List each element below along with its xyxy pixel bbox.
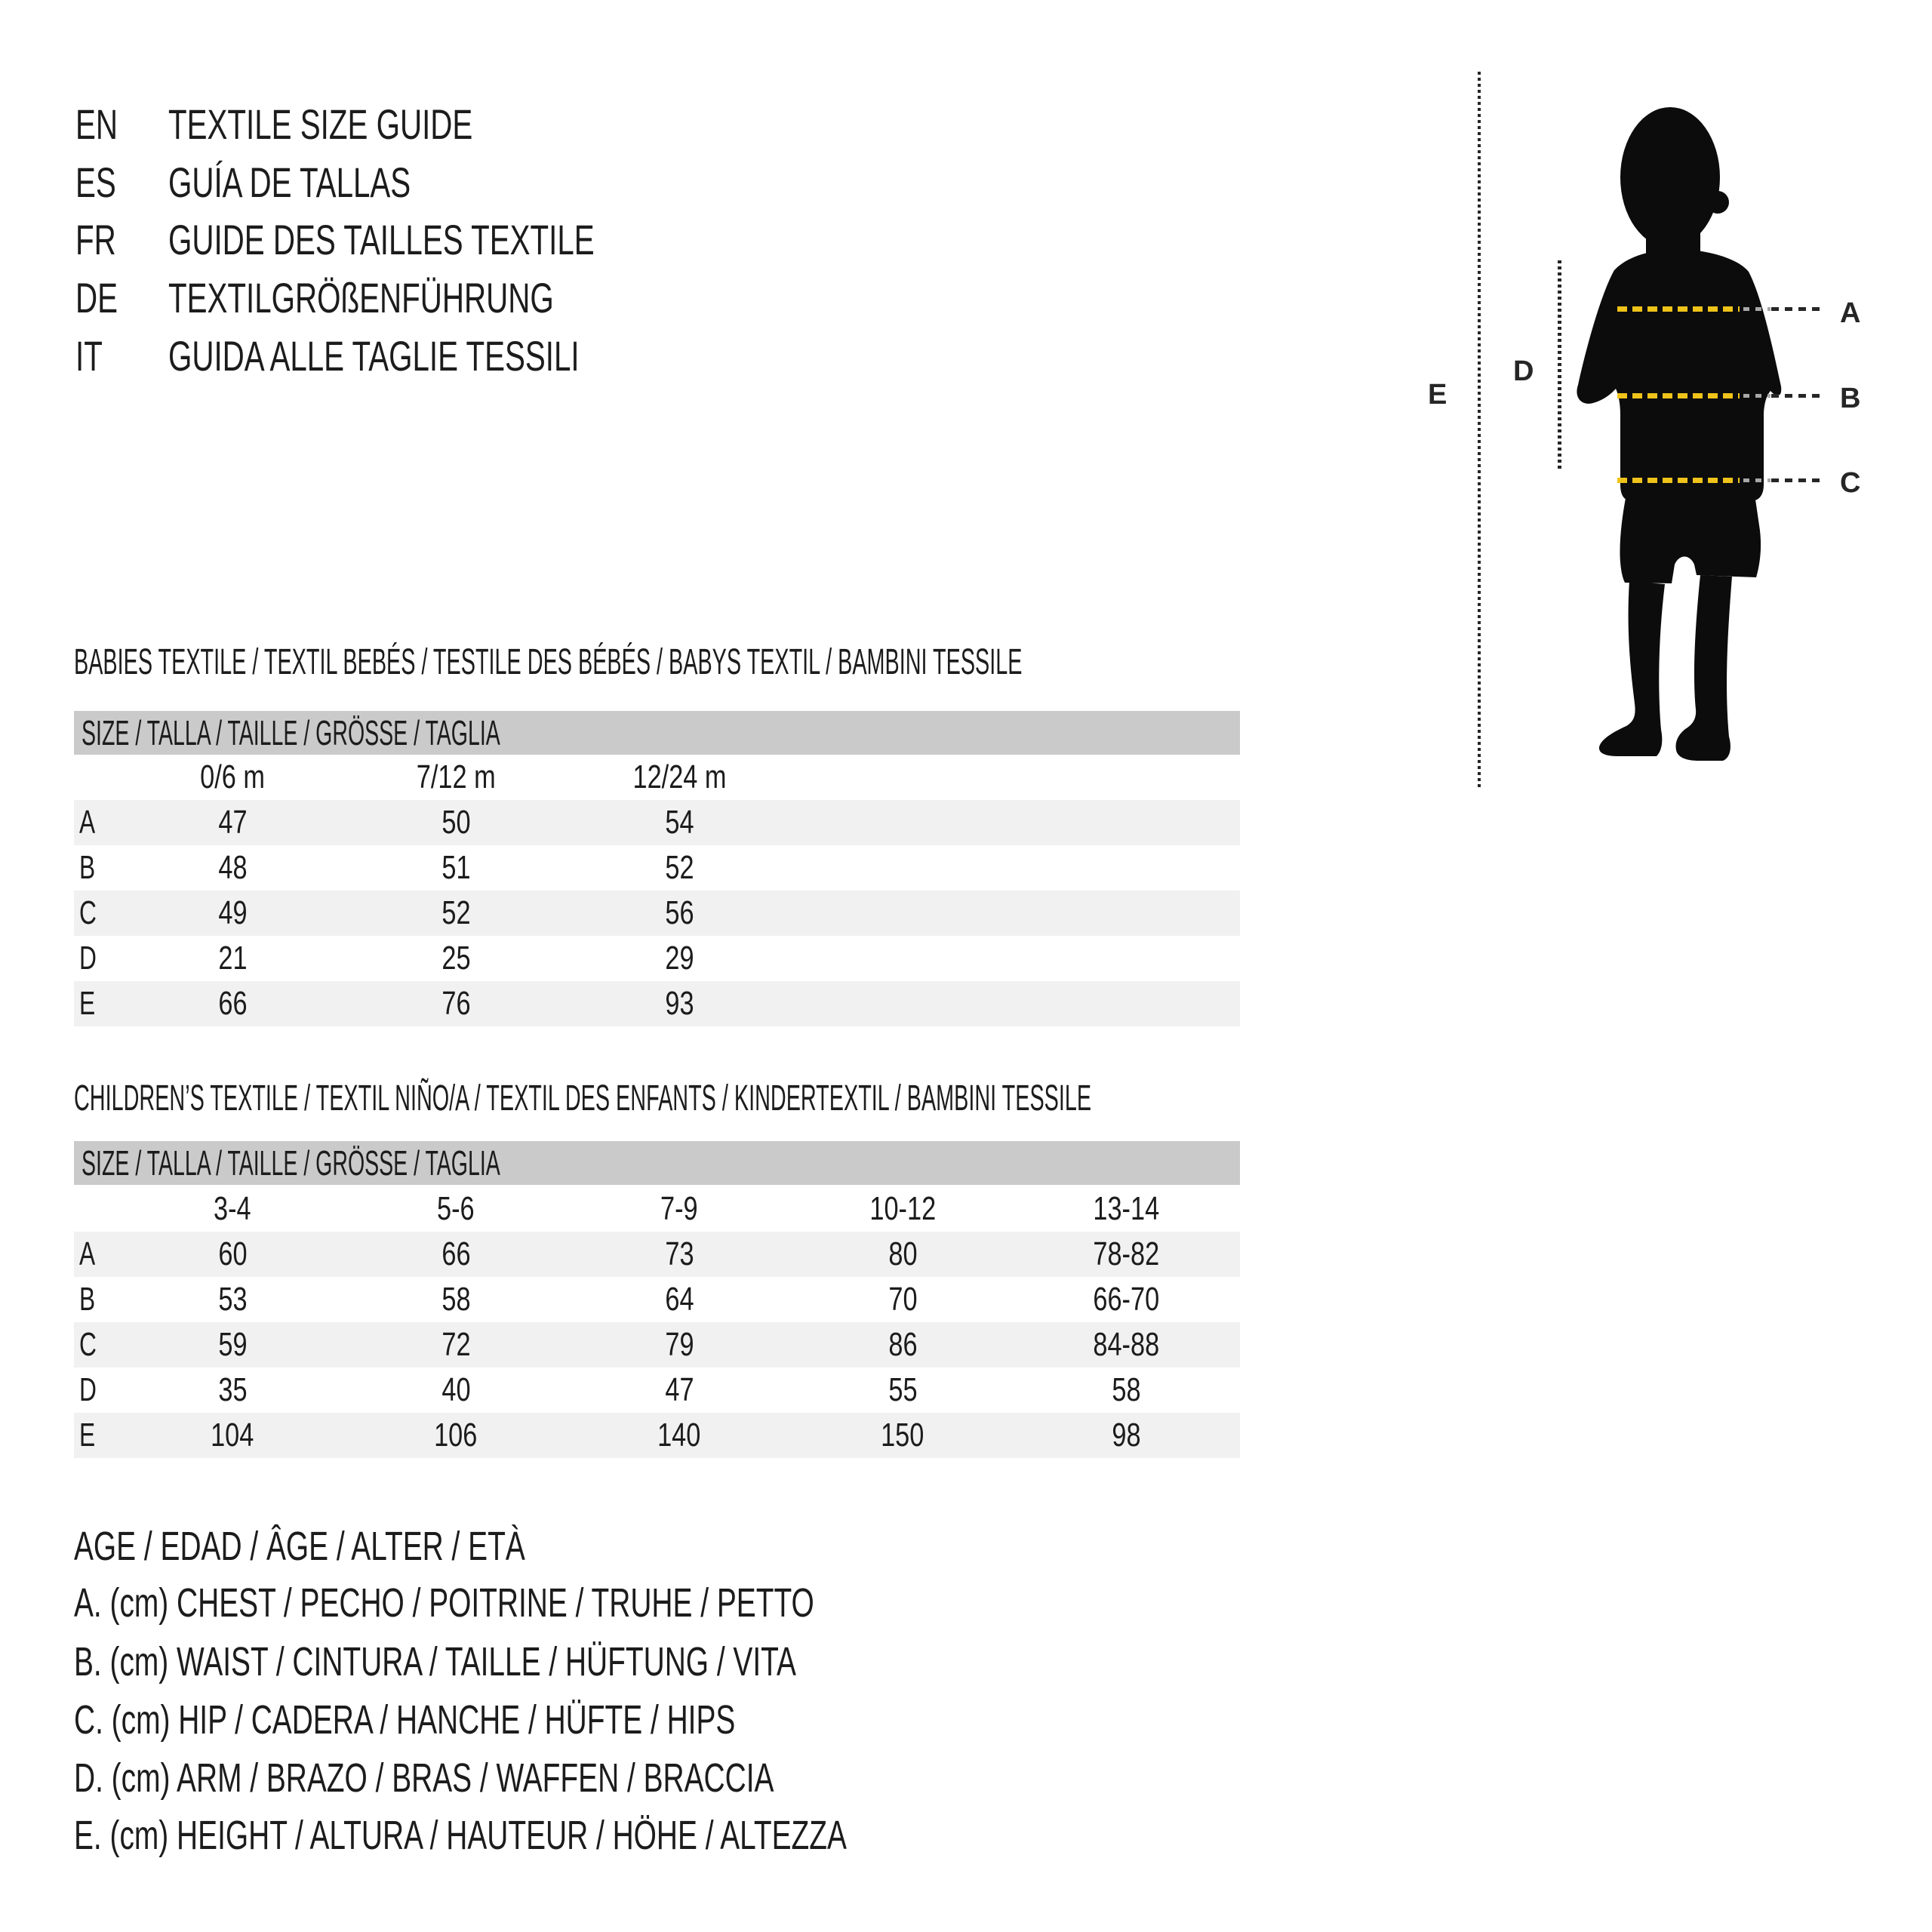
legend-age: AGE / EDAD / ÂGE / ALTER / ETÀ [74, 1524, 525, 1569]
table-cell: 79 [664, 1326, 694, 1363]
column-header: 10-12 [869, 1190, 936, 1227]
label-e: E [1428, 379, 1447, 411]
column-header: 7/12 m [416, 758, 496, 795]
waist-yellow-dashes [1617, 393, 1740, 398]
table-cell: 21 [217, 940, 248, 977]
label-d: D [1513, 355, 1534, 387]
lang-code: EN [75, 100, 118, 148]
table-cell: 150 [881, 1417, 924, 1454]
table-cell: 78-82 [1093, 1235, 1159, 1272]
table-cell: 25 [441, 940, 471, 977]
table-cell: 52 [441, 894, 471, 931]
table-row [74, 1413, 1240, 1458]
legend-hip: C. (cm) HIP / CADERA / HANCHE / HÜFTE / HIPS [74, 1697, 736, 1743]
table-row [74, 936, 1240, 981]
table-cell: 51 [441, 849, 471, 886]
table-cell: 29 [664, 940, 694, 977]
legend-chest: A. (cm) CHEST / PECHO / POITRINE / TRUHE / PETTO [74, 1580, 814, 1626]
chest-yellow-dashes [1617, 306, 1740, 312]
table-row [74, 891, 1240, 936]
row-label: B [79, 849, 96, 886]
table-cell: 55 [888, 1371, 918, 1408]
chest-measure-line [1617, 306, 1823, 312]
table-cell: 104 [211, 1417, 254, 1454]
babies-column-header-row [74, 755, 1240, 800]
table-cell: 76 [441, 985, 471, 1022]
lang-code: DE [75, 274, 118, 321]
lang-code: FR [75, 216, 116, 263]
lang-title: TEXTILE SIZE GUIDE [168, 100, 473, 148]
table-cell: 56 [664, 894, 694, 931]
hip-yellow-dashes [1617, 478, 1740, 483]
row-label: E [79, 985, 96, 1022]
children-heading: CHILDREN’S TEXTILE / TEXTIL NIÑO/A / TEXTIL DES ENFANTS / KINDERTEXTIL / BAMBINI TESSILE [74, 1078, 1092, 1118]
column-header: 12/24 m [632, 758, 726, 795]
table-cell: 58 [1111, 1371, 1141, 1408]
row-label: C [79, 1326, 97, 1363]
table-cell: 66 [217, 985, 248, 1022]
table-cell: 58 [441, 1281, 471, 1318]
table-cell: 52 [664, 849, 694, 886]
table-cell: 106 [434, 1417, 478, 1454]
table-row [74, 1322, 1240, 1367]
table-row [74, 1277, 1240, 1322]
table-cell: 47 [664, 1371, 694, 1408]
table-cell: 98 [1111, 1417, 1141, 1454]
table-cell: 73 [664, 1235, 694, 1272]
legend-height: E. (cm) HEIGHT / ALTURA / HAUTEUR / HÖHE / ALTEZZA [74, 1813, 847, 1858]
label-b: B [1840, 383, 1861, 414]
label-c: C [1840, 467, 1861, 499]
table-cell: 140 [657, 1417, 701, 1454]
column-header: 3-4 [214, 1190, 251, 1227]
table-cell: 70 [888, 1281, 918, 1318]
row-label: B [79, 1281, 96, 1318]
table-cell: 54 [664, 804, 694, 841]
column-header: 13-14 [1093, 1190, 1159, 1227]
arm-measure-dotted-line [1558, 260, 1561, 472]
table-cell: 66-70 [1093, 1281, 1159, 1318]
waist-grey-dashes [1743, 394, 1770, 398]
table-cell: 47 [217, 804, 248, 841]
table-cell: 66 [441, 1235, 471, 1272]
lang-title: GUIDA ALLE TAGLIE TESSILI [168, 332, 580, 380]
lang-code: IT [75, 332, 103, 380]
table-cell: 50 [441, 804, 471, 841]
table-cell: 80 [888, 1235, 918, 1272]
row-label: D [79, 1371, 97, 1408]
table-row [74, 981, 1240, 1026]
table-cell: 53 [217, 1281, 248, 1318]
table-row [74, 800, 1240, 845]
hip-measure-line [1617, 478, 1823, 483]
hip-black-dashes [1771, 478, 1823, 482]
table-row [74, 1367, 1240, 1413]
table-cell: 60 [217, 1235, 248, 1272]
row-label: A [79, 804, 96, 841]
hip-grey-dashes [1743, 478, 1770, 482]
lang-title: GUIDE DES TAILLES TEXTILE [168, 216, 595, 263]
lang-title: GUÍA DE TALLAS [168, 158, 411, 206]
table-cell: 59 [217, 1326, 248, 1363]
column-header: 0/6 m [200, 758, 265, 795]
table-row [74, 845, 1240, 891]
row-label: A [79, 1235, 96, 1272]
table-cell: 64 [664, 1281, 694, 1318]
table-cell: 84-88 [1093, 1326, 1159, 1363]
table-cell: 93 [664, 985, 694, 1022]
waist-measure-line [1617, 393, 1823, 398]
babies-size-header-bar: SIZE / TALLA / TAILLE / GRÖSSE / TAGLIA [74, 711, 1240, 755]
column-header: 5-6 [437, 1190, 475, 1227]
table-row [74, 1232, 1240, 1277]
table-cell: 49 [217, 894, 248, 931]
children-column-header-row [74, 1186, 1240, 1232]
babies-heading: BABIES TEXTILE / TEXTIL BEBÉS / TESTILE DES BÉBÉS / BABYS TEXTIL / BAMBINI TESSILE [74, 642, 1023, 682]
table-cell: 86 [888, 1326, 918, 1363]
column-header: 7-9 [660, 1190, 698, 1227]
table-cell: 48 [217, 849, 248, 886]
label-a: A [1840, 297, 1861, 329]
legend-waist: B. (cm) WAIST / CINTURA / TAILLE / HÜFTUNG / VITA [74, 1639, 796, 1684]
waist-black-dashes [1771, 394, 1823, 398]
legend-arm: D. (cm) ARM / BRAZO / BRAS / WAFFEN / BRACCIA [74, 1755, 774, 1801]
table-cell: 40 [441, 1371, 471, 1408]
row-label: C [79, 894, 97, 931]
table-cell: 72 [441, 1326, 471, 1363]
lang-code: ES [75, 158, 116, 206]
children-size-header-bar: SIZE / TALLA / TAILLE / GRÖSSE / TAGLIA [74, 1141, 1240, 1185]
table-cell: 35 [217, 1371, 248, 1408]
chest-black-dashes [1771, 307, 1823, 311]
row-label: E [79, 1417, 96, 1454]
lang-title: TEXTILGRÖßENFÜHRUNG [168, 274, 554, 321]
chest-grey-dashes [1743, 307, 1770, 311]
row-label: D [79, 940, 97, 977]
